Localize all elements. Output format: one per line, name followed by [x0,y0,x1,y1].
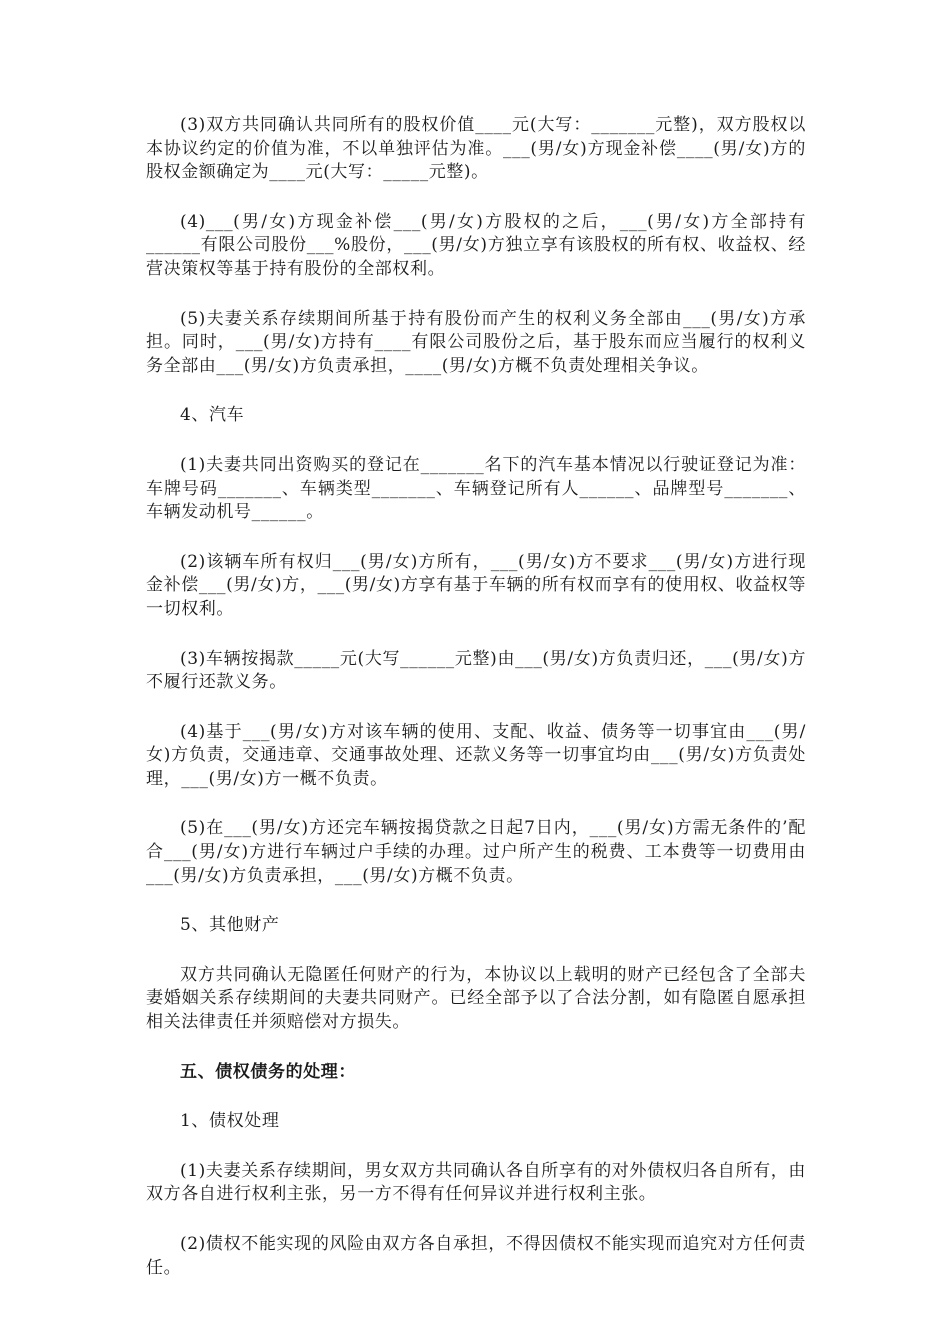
paragraph-equity-5: (5)夫妻关系存续期间所基于持有股份而产生的权利义务全部由___(男/女)方承担。同时，___(男/女)方持有____有限公司股份之后，基于股东而应当履行的权利义务全部由___(男/女)方负责承担，____(男/女)方概不负责处理相关争议。 [146,308,806,376]
paragraph-claims-2: (2)债权不能实现的风险由双方各自承担，不得因债权不能实现而追究对方任何责任。 [146,1234,806,1278]
paragraph-claims-1: (1)夫妻关系存续期间，男女双方共同确认各自所享有的对外债权归各自所有，由双方各自进行权利主张，另一方不得有任何异议并进行权利主张。 [146,1160,806,1205]
paragraph-car-1: (1)夫妻共同出资购买的登记在_______名下的汽车基本情况以行驶证登记为准：车牌号码_______、车辆类型_______、车辆登记所有人______、品牌型号_______、车辆发动机号______。 [146,454,806,523]
paragraph-car-2: (2)该辆车所有权归___(男/女)方所有，___(男/女)方不要求___(男/女)方进行现金补偿___(男/女)方，___(男/女)方享有基于车辆的所有权而享有的使用权、收益权等一切权利。 [146,551,806,619]
section-title-claims: 1、债权处理 [180,1111,280,1132]
paragraph-other-property: 双方共同确认无隐匿任何财产的行为，本协议以上载明的财产已经包含了全部夫妻婚姻关系存续期间的夫妻共同财产。已经全部予以了合法分割，如有隐匿自愿承担相关法律责任并须赔偿对方损失。 [146,964,806,1033]
paragraph-equity-3: (3)双方共同确认共同所有的股权价值____元(大写：_______元整)，双方股权以本协议约定的价值为准，不以单独评估为准。___(男/女)方现金补偿____(男/女)方的股权金额确定为____元(大写：_____元整)。 [146,115,806,183]
paragraph-car-3: (3)车辆按揭款_____元(大写______元整)由___(男/女)方负责归还，___(男/女)方不履行还款义务。 [146,648,806,693]
section-title-other-property: 5、其他财产 [180,915,280,936]
paragraph-car-4: (4)基于___(男/女)方对该车辆的使用、支配、收益、债务等一切事宜由___(男/女)方负责，交通违章、交通事故处理、还款义务等一切事宜均由___(男/女)方负责处理，___(男/女)方一概不负责。 [146,721,806,789]
paragraph-equity-4: (4)___(男/女)方现金补偿___(男/女)方股权的之后，___(男/女)方全部持有______有限公司股份___%股份，___(男/女)方独立享有该股权的所有权、收益权、经营决策权等基于持有股份的全部权利。 [146,211,806,279]
document-page [146,114,806,1306]
section-title-car: 4、汽车 [180,405,245,426]
section-heading-debts: 五、债权债务的处理： [180,1061,356,1082]
paragraph-car-5: (5)在___(男/女)方还完车辆按揭贷款之日起7日内，___(男/女)方需无条件的’配合___(男/女)方进行车辆过户手续的办理。过户所产生的税费、工本费等一切费用由___(男/女)方负责承担，___(男/女)方概不负责。 [146,818,806,886]
